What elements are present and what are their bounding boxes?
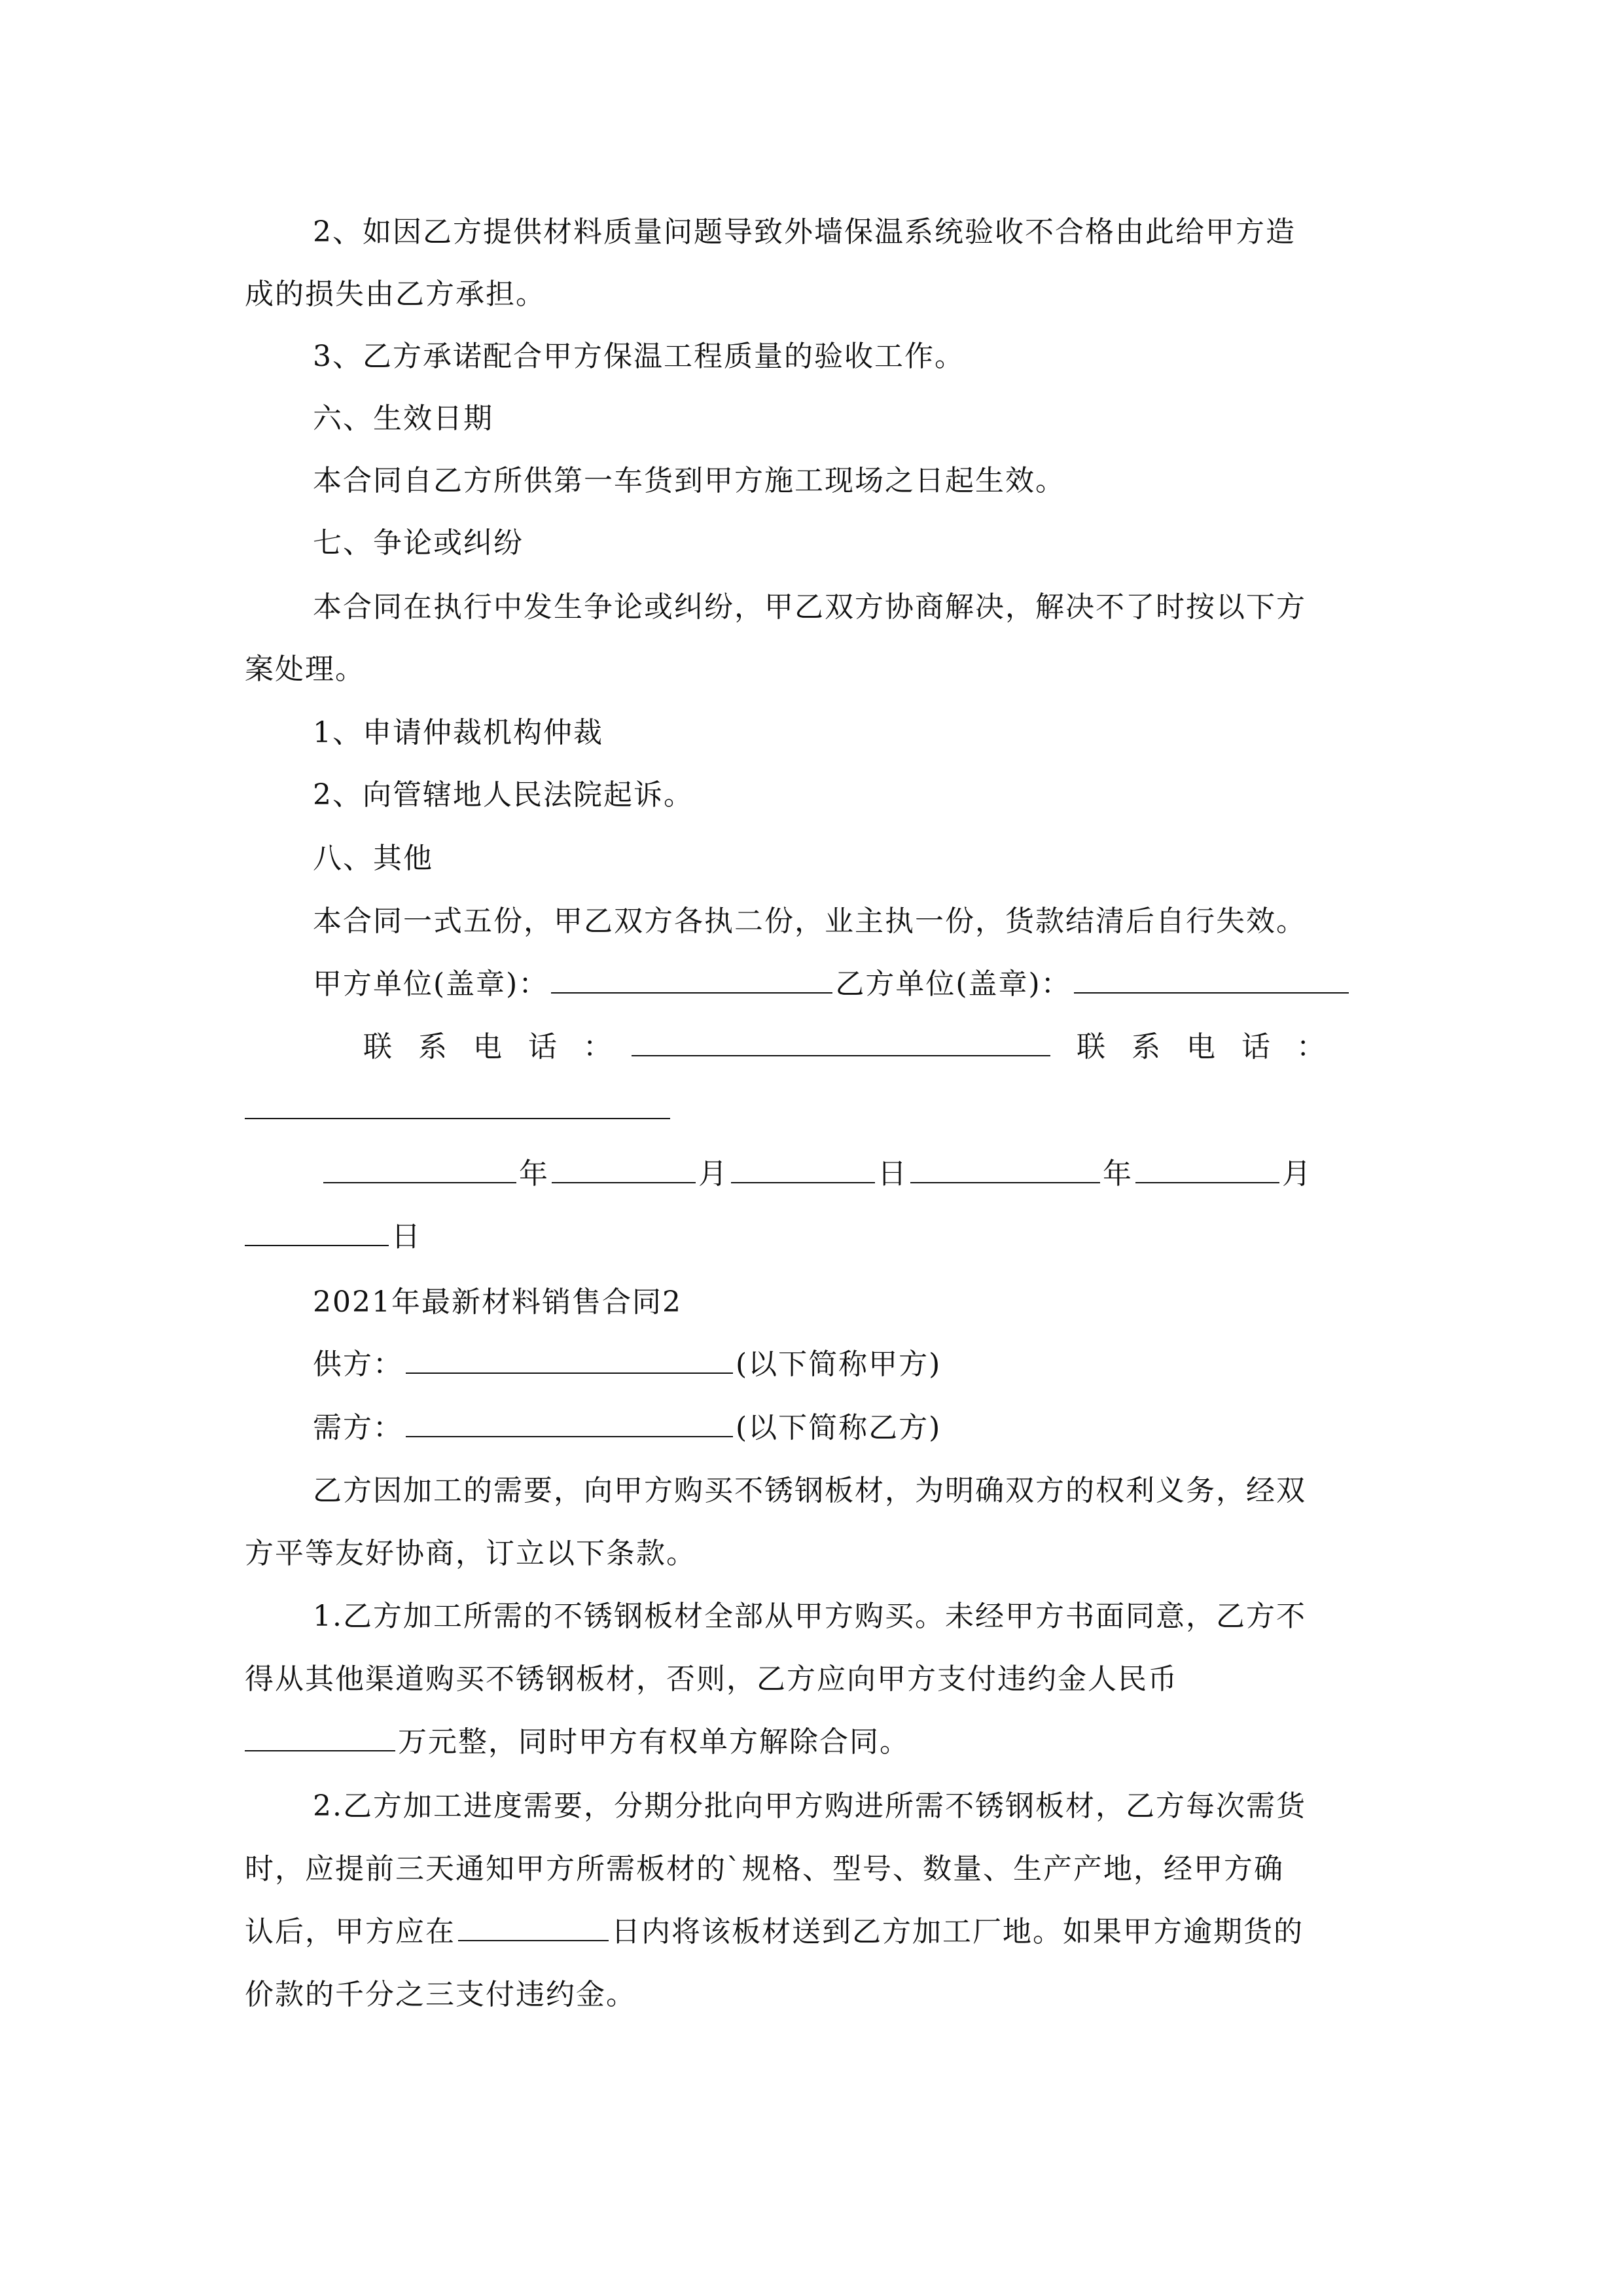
term-2-line-3-post: 日内将该板材送到乙方加工厂地。如果甲方逾期货的 xyxy=(611,1915,1304,1948)
section-7-item-2: 2、向管辖地人民法院起诉。 xyxy=(313,778,694,812)
clause-5-2-line-2: 成的损失由乙方承担。 xyxy=(245,278,546,311)
buyer-suffix: (以下简称乙方) xyxy=(736,1411,942,1444)
intro-line-2: 方平等友好协商，订立以下条款。 xyxy=(245,1537,696,1570)
section-7-item-1: 1、申请仲裁机构仲裁 xyxy=(313,716,603,749)
term-1-line-3 xyxy=(245,1723,910,1762)
buyer-blank xyxy=(406,1410,733,1437)
party-a-contact-blank xyxy=(632,1029,1050,1056)
section-7-text-line-1: 本合同在执行中发生争论或纠纷，甲乙双方协商解决，解决不了时按以下方 xyxy=(313,590,1306,624)
section-6-text: 本合同自乙方所供第一车货到甲方施工现场之日起生效。 xyxy=(313,464,1065,497)
contract-2-title: 2021年最新材料销售合同2 xyxy=(313,1285,682,1319)
month-label-b: 月 xyxy=(1282,1157,1312,1191)
supplier-suffix: (以下简称甲方) xyxy=(736,1348,942,1381)
date-row-1 xyxy=(321,1155,1312,1194)
contact-row xyxy=(363,1028,1351,1067)
penalty-amount-blank xyxy=(245,1724,395,1751)
buyer-label: 需方： xyxy=(313,1411,403,1444)
party-a-month-blank xyxy=(552,1156,696,1183)
term-1-line-3-text: 万元整，同时甲方有权单方解除合同。 xyxy=(398,1725,910,1759)
party-a-day-blank xyxy=(731,1156,875,1183)
party-b-month-blank xyxy=(1135,1156,1279,1183)
year-label-a: 年 xyxy=(519,1157,549,1191)
term-2-line-3-pre: 认后，甲方应在 xyxy=(245,1915,455,1948)
term-1-line-1: 1.乙方加工所需的不锈钢板材全部从甲方购买。未经甲方书面同意，乙方不 xyxy=(313,1600,1306,1633)
day-label-a: 日 xyxy=(878,1157,908,1191)
term-2-line-3 xyxy=(245,1912,1304,1952)
section-7-heading: 七、争论或纠纷 xyxy=(313,526,524,560)
term-2-line-4: 价款的千分之三支付违约金。 xyxy=(245,1978,636,2011)
term-2-line-2: 时，应提前三天通知甲方所需板材的`规格、型号、数量、生产产地，经甲方确 xyxy=(245,1852,1284,1886)
intro-line-1: 乙方因加工的需要，向甲方购买不锈钢板材，为明确双方的权利义务，经双 xyxy=(313,1474,1306,1507)
party-b-day-blank xyxy=(245,1219,389,1246)
month-label-a: 月 xyxy=(698,1157,728,1191)
section-8-heading: 八、其他 xyxy=(313,842,433,875)
party-b-contact-label: 联系电话： xyxy=(1077,1030,1351,1064)
party-a-unit-label: 甲方单位(盖章)： xyxy=(313,967,549,1001)
party-b-unit-label: 乙方单位(盖章)： xyxy=(835,967,1071,1001)
clause-5-2-line-1: 2、如因乙方提供材料质量问题导致外墙保温系统验收不合格由此给甲方造 xyxy=(313,215,1296,249)
party-a-year-blank xyxy=(323,1156,516,1183)
year-label-b: 年 xyxy=(1103,1157,1133,1191)
section-6-heading: 六、生效日期 xyxy=(313,402,493,435)
supplier-blank xyxy=(406,1346,733,1374)
party-a-contact-label: 联系电话： xyxy=(363,1030,638,1064)
clause-5-3: 3、乙方承诺配合甲方保温工程质量的验收工作。 xyxy=(313,340,965,373)
party-b-unit-blank xyxy=(1074,966,1349,994)
day-label-b: 日 xyxy=(391,1220,421,1253)
delivery-days-blank xyxy=(458,1914,609,1941)
signature-units-row xyxy=(313,965,1351,1004)
supplier-label: 供方： xyxy=(313,1348,403,1381)
party-b-contact-blank-row xyxy=(245,1090,673,1130)
party-a-unit-blank xyxy=(551,966,832,994)
party-b-contact-blank xyxy=(245,1092,670,1119)
date-row-2 xyxy=(245,1217,421,1257)
buyer-row xyxy=(313,1408,941,1448)
section-7-text-line-2: 案处理。 xyxy=(245,653,365,686)
party-b-year-blank xyxy=(910,1156,1100,1183)
supplier-row xyxy=(313,1345,941,1384)
section-8-text: 本合同一式五份，甲乙双方各执二份，业主执一份，货款结清后自行失效。 xyxy=(313,905,1306,938)
term-2-line-1: 2.乙方加工进度需要，分期分批向甲方购进所需不锈钢板材，乙方每次需货 xyxy=(313,1789,1306,1823)
term-1-line-2: 得从其他渠道购买不锈钢板材，否则，乙方应向甲方支付违约金人民币 xyxy=(245,1662,1178,1696)
